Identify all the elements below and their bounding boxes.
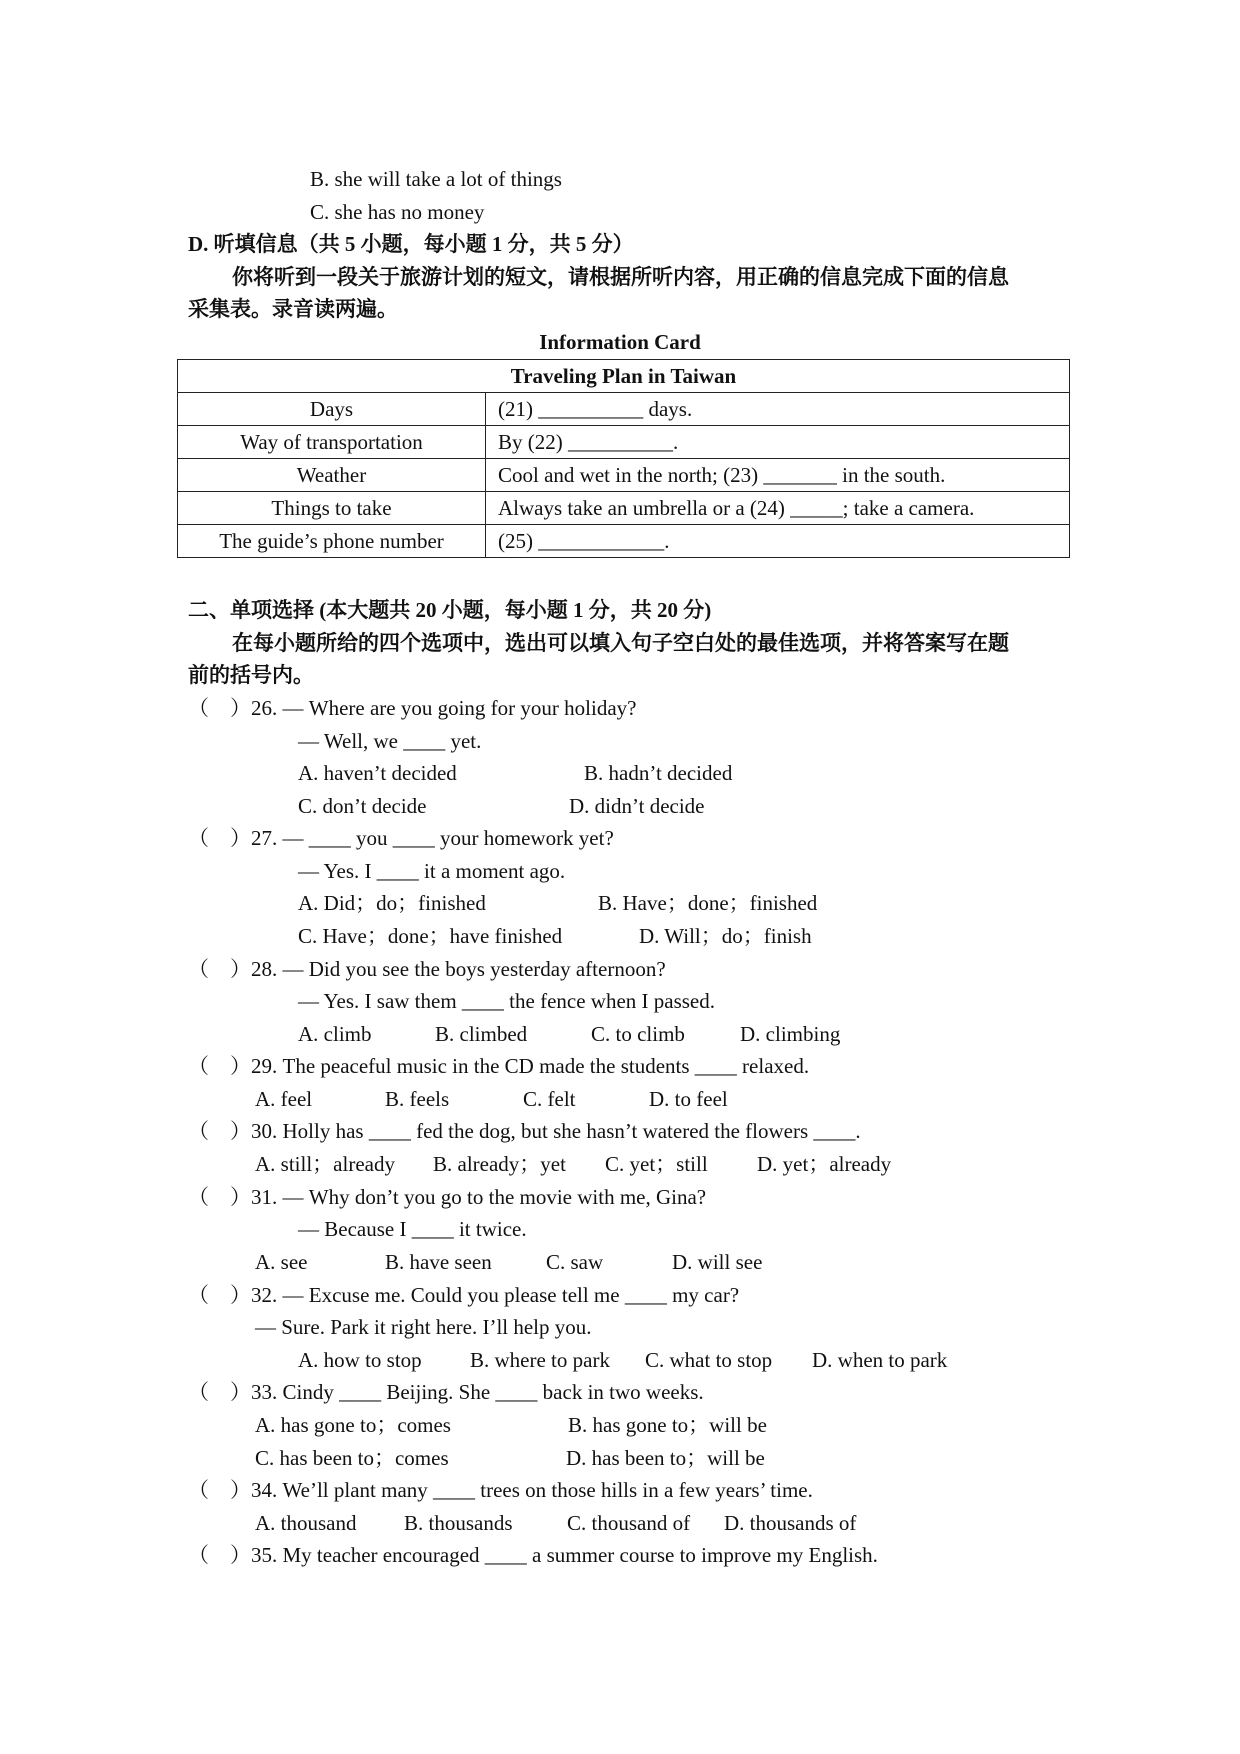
- q31-reply: — Because I ____ it twice.: [298, 1217, 527, 1241]
- q33-option-a: A. has gone to；comes: [255, 1413, 451, 1437]
- q33-stem: （ ）33. Cindy ____ Beijing. She ____ back in two weeks.: [188, 1380, 704, 1404]
- table-row: [178, 492, 1070, 525]
- q30-option-c: C. yet；still: [605, 1152, 708, 1176]
- q31-option-a: A. see: [255, 1250, 308, 1274]
- q28-option-c: C. to climb: [591, 1022, 685, 1046]
- q35-stem: （ ）35. My teacher encouraged ____ a summer course to improve my English.: [188, 1543, 878, 1567]
- section-d-instruction-line1: 你将听到一段关于旅游计划的短文，请根据所听内容，用正确的信息完成下面的信息: [232, 265, 1009, 289]
- q27-option-b: B. Have；done；finished: [598, 891, 818, 915]
- row-label: Days: [178, 393, 486, 426]
- table-row: [178, 525, 1070, 558]
- q33-option-d: D. has been to；will be: [566, 1446, 765, 1470]
- option-c: C. she has no money: [310, 200, 485, 224]
- card-title: Information Card: [539, 330, 701, 354]
- q34-option-c: C. thousand of: [567, 1511, 691, 1535]
- row-label: Things to take: [178, 492, 486, 525]
- q26-option-b: B. hadn’t decided: [584, 761, 733, 785]
- table-header-row: [178, 360, 1070, 393]
- section-2-instruction-line1: 在每小题所给的四个选项中，选出可以填入句子空白处的最佳选项，并将答案写在题: [232, 631, 1009, 655]
- q28-option-a: A. climb: [298, 1022, 372, 1046]
- row-value: By (22) __________.: [486, 426, 1070, 459]
- information-card-table: [177, 359, 1070, 558]
- q34-option-a: A. thousand: [255, 1511, 357, 1535]
- q28-option-b: B. climbed: [435, 1022, 528, 1046]
- q29-option-a: A. feel: [255, 1087, 313, 1111]
- q26-stem: （ ）26. — Where are you going for your holiday?: [188, 696, 637, 720]
- table-row: [178, 426, 1070, 459]
- section-2-heading: 二、单项选择 (本大题共 20 小题，每小题 1 分，共 20 分): [188, 598, 712, 622]
- row-value: Cool and wet in the north; (23) _______ in the south.: [486, 459, 1070, 492]
- q27-stem: （ ）27. — ____ you ____ your homework yet?: [188, 826, 614, 850]
- q26-option-d: D. didn’t decide: [569, 794, 705, 818]
- q30-option-b: B. already；yet: [433, 1152, 566, 1176]
- q34-stem: （ ）34. We’ll plant many ____ trees on those hills in a few years’ time.: [188, 1478, 813, 1502]
- row-label: Weather: [178, 459, 486, 492]
- q32-option-d: D. when to park: [812, 1348, 948, 1372]
- q33-option-b: B. has gone to；will be: [568, 1413, 767, 1437]
- q26-option-c: C. don’t decide: [298, 794, 427, 818]
- row-label: The guide’s phone number: [178, 525, 486, 558]
- q30-option-d: D. yet；already: [757, 1152, 892, 1176]
- q29-option-b: B. feels: [385, 1087, 450, 1111]
- q32-reply: — Sure. Park it right here. I’ll help you.: [255, 1315, 592, 1339]
- q29-stem: （ ）29. The peaceful music in the CD made the students ____ relaxed.: [188, 1054, 810, 1078]
- q31-option-c: C. saw: [546, 1250, 604, 1274]
- row-value: (25) ____________.: [486, 525, 1070, 558]
- q28-option-d: D. climbing: [740, 1022, 841, 1046]
- q34-option-b: B. thousands: [404, 1511, 513, 1535]
- q27-option-a: A. Did；do；finished: [298, 891, 486, 915]
- row-value: Always take an umbrella or a (24) _____; take a camera.: [486, 492, 1070, 525]
- section-2-instruction-line2: 前的括号内。: [188, 663, 314, 687]
- q31-option-b: B. have seen: [385, 1250, 492, 1274]
- q32-stem: （ ）32. — Excuse me. Could you please tell me ____ my car?: [188, 1283, 740, 1307]
- q30-option-a: A. still；already: [255, 1152, 395, 1176]
- q32-option-c: C. what to stop: [645, 1348, 773, 1372]
- q29-option-d: D. to feel: [649, 1087, 728, 1111]
- option-b: B. she will take a lot of things: [310, 167, 562, 191]
- q27-reply: — Yes. I ____ it a moment ago.: [298, 859, 566, 883]
- q27-option-d: D. Will；do；finish: [639, 924, 812, 948]
- q29-option-c: C. felt: [523, 1087, 576, 1111]
- section-d-heading: D. 听填信息（共 5 小题，每小题 1 分，共 5 分）: [188, 232, 634, 256]
- q34-option-d: D. thousands of: [724, 1511, 857, 1535]
- q31-option-d: D. will see: [672, 1250, 763, 1274]
- q26-option-a: A. haven’t decided: [298, 761, 457, 785]
- q32-option-a: A. how to stop: [298, 1348, 422, 1372]
- q27-option-c: C. Have；done；have finished: [298, 924, 563, 948]
- table-header: Traveling Plan in Taiwan: [178, 360, 1070, 393]
- section-d-instruction-line2: 采集表。录音读两遍。: [188, 297, 398, 321]
- row-label: Way of transportation: [178, 426, 486, 459]
- q26-reply: — Well, we ____ yet.: [298, 729, 482, 753]
- table-row: [178, 393, 1070, 426]
- q31-stem: （ ）31. — Why don’t you go to the movie with me, Gina?: [188, 1185, 707, 1209]
- q28-reply: — Yes. I saw them ____ the fence when I passed.: [298, 989, 715, 1013]
- q30-stem: （ ）30. Holly has ____ fed the dog, but she hasn’t watered the flowers ____.: [188, 1119, 861, 1143]
- q33-option-c: C. has been to；comes: [255, 1446, 449, 1470]
- row-value: (21) __________ days.: [486, 393, 1070, 426]
- table-row: [178, 459, 1070, 492]
- q28-stem: （ ）28. — Did you see the boys yesterday afternoon?: [188, 957, 666, 981]
- q32-option-b: B. where to park: [470, 1348, 610, 1372]
